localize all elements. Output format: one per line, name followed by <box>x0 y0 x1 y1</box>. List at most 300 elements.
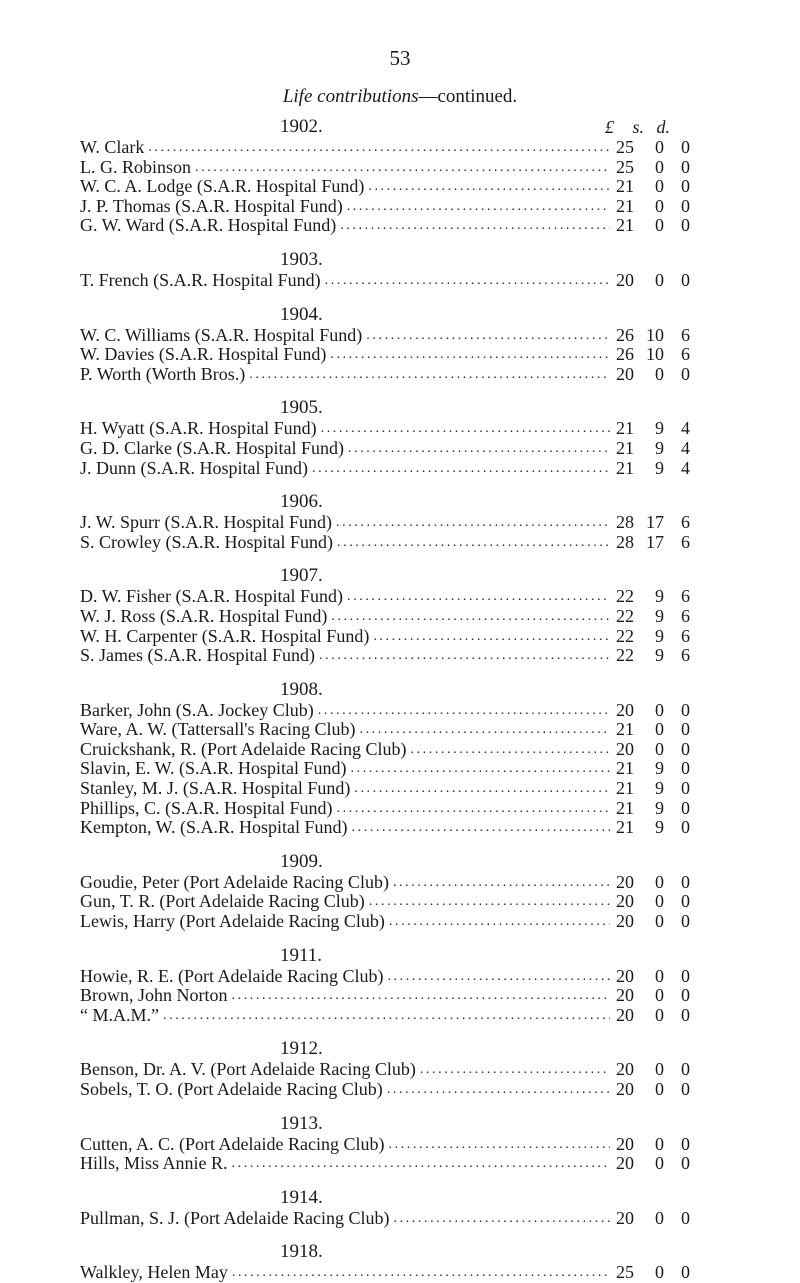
amount-pence: 4 <box>681 457 690 478</box>
shillings-header: s. <box>632 117 644 137</box>
contributor-name: L. G. Robinson <box>80 157 192 177</box>
section-gap <box>80 1228 720 1241</box>
amount-pounds: 21 <box>616 797 634 818</box>
contribution-row <box>80 627 720 647</box>
amount-shillings: 0 <box>655 269 664 290</box>
section-gap <box>80 838 720 851</box>
contributor-cell <box>80 986 610 1006</box>
contribution-row <box>80 1154 720 1174</box>
amount-shillings: 0 <box>655 891 664 912</box>
amount-pounds: 22 <box>616 586 634 607</box>
year-heading-row <box>80 304 720 326</box>
heading-title: Life contributions <box>282 86 419 107</box>
contributor-cell <box>80 271 610 291</box>
amount-pence: 0 <box>681 269 690 290</box>
contributor-cell <box>80 720 610 740</box>
contributor-name: Gun, T. R. (Port Adelaide Racing Club) <box>80 892 365 912</box>
contribution-row <box>80 720 720 740</box>
contributor-cell <box>80 197 610 217</box>
year-heading-row <box>80 1038 720 1060</box>
amount-shillings: 0 <box>655 176 664 197</box>
amount-pence: 0 <box>681 156 690 177</box>
dot-leader <box>368 177 610 197</box>
amount-pounds: 20 <box>616 363 634 384</box>
amount-pounds: 28 <box>616 512 634 533</box>
contribution-row <box>80 799 720 819</box>
contributor-name: Walkley, Helen May <box>80 1263 228 1283</box>
contributor-cell <box>80 158 610 178</box>
contributor-name: Goudie, Peter (Port Adelaide Racing Club) <box>80 872 389 892</box>
year-heading-row <box>80 491 720 513</box>
contributor-cell <box>80 967 610 987</box>
amount-pence: 6 <box>681 586 690 607</box>
amount-pence: 4 <box>681 437 690 458</box>
pounds-header: £ <box>605 117 614 137</box>
contributor-name: S. Crowley (S.A.R. Hospital Fund) <box>80 532 334 552</box>
contribution-row <box>80 967 720 987</box>
amount-pounds: 20 <box>616 891 634 912</box>
amount-pounds: 20 <box>616 1153 634 1174</box>
year-heading: 1918. <box>280 1241 323 1263</box>
amount-pence: 0 <box>681 215 690 236</box>
year-heading-row <box>80 249 720 271</box>
dot-leader <box>387 967 610 987</box>
contributor-name: Phillips, C. (S.A.R. Hospital Fund) <box>80 798 333 818</box>
contributor-cell <box>80 216 610 236</box>
contribution-row <box>80 326 720 346</box>
dot-leader <box>336 513 610 533</box>
contribution-row <box>80 439 720 459</box>
amount-shillings: 0 <box>655 363 664 384</box>
contributor-cell <box>80 1080 610 1100</box>
amount-pence: 0 <box>681 778 690 799</box>
contribution-row <box>80 1263 720 1283</box>
amount-shillings: 0 <box>655 195 664 216</box>
amount-pounds: 25 <box>616 137 634 157</box>
contributor-name: Ware, A. W. (Tattersall's Racing Club) <box>80 720 356 740</box>
section-gap <box>80 384 720 397</box>
contribution-row <box>80 197 720 217</box>
contributor-cell <box>80 345 610 365</box>
dot-leader <box>347 197 610 217</box>
contributor-cell <box>80 326 610 346</box>
dot-leader <box>331 607 610 627</box>
amount-shillings: 17 <box>646 531 664 552</box>
pence-header: d. <box>656 117 670 137</box>
contribution-row <box>80 138 720 158</box>
dot-leader <box>373 627 610 647</box>
year-heading-row <box>80 679 720 701</box>
amount-pence: 0 <box>681 911 690 932</box>
contributor-name: Slavin, E. W. (S.A.R. Hospital Fund) <box>80 759 347 779</box>
amount-shillings: 0 <box>655 985 664 1006</box>
year-heading: 1908. <box>280 678 323 700</box>
dot-leader <box>389 912 610 932</box>
amount-pence: 0 <box>681 985 690 1006</box>
contribution-row <box>80 158 720 178</box>
heading-suffix: —continued. <box>418 86 518 107</box>
dot-leader <box>351 759 610 779</box>
contribution-row <box>80 646 720 666</box>
dot-leader <box>232 1263 610 1283</box>
contributor-name: Brown, John Norton <box>80 986 228 1006</box>
amount-pence: 0 <box>681 195 690 216</box>
amount-pence: 0 <box>681 758 690 779</box>
contribution-row <box>80 365 720 385</box>
amount-shillings: 10 <box>646 324 664 345</box>
amount-shillings: 0 <box>655 1004 664 1025</box>
amount-shillings: 0 <box>655 719 664 740</box>
contributor-cell <box>80 587 610 607</box>
year-heading: 1904. <box>280 303 323 325</box>
contributor-cell <box>80 1006 610 1026</box>
dot-leader <box>330 345 610 365</box>
dot-leader <box>148 138 610 158</box>
contribution-row <box>80 1006 720 1026</box>
contributor-name: Sobels, T. O. (Port Adelaide Racing Club) <box>80 1080 383 1099</box>
contributor-name: Hills, Miss Annie R. <box>80 1154 228 1174</box>
year-heading: 1909. <box>280 850 323 872</box>
amount-pence: 0 <box>681 176 690 197</box>
contributor-cell <box>80 365 610 385</box>
amount-pence: 6 <box>681 344 690 365</box>
amount-shillings: 9 <box>655 605 664 626</box>
amount-pence: 6 <box>681 531 690 552</box>
contribution-row <box>80 459 720 479</box>
contributor-cell <box>80 873 610 893</box>
contributor-cell <box>80 459 610 479</box>
contributor-cell <box>80 1263 610 1283</box>
contributor-name: W. H. Carpenter (S.A.R. Hospital Fund) <box>80 626 370 646</box>
contributor-name: W. J. Ross (S.A.R. Hospital Fund) <box>80 606 328 626</box>
year-heading-row <box>80 1187 720 1209</box>
contribution-row <box>80 533 720 553</box>
contributor-name: J. Dunn (S.A.R. Hospital Fund) <box>80 458 309 478</box>
year-heading-row <box>80 397 720 419</box>
contribution-row <box>80 345 720 365</box>
contributor-cell <box>80 439 610 459</box>
amount-pounds: 20 <box>616 269 634 290</box>
amount-pounds: 21 <box>616 437 634 458</box>
dot-leader <box>348 439 610 459</box>
amount-pounds: 22 <box>616 645 634 666</box>
contribution-row <box>80 271 720 291</box>
amount-pence: 0 <box>681 1207 690 1228</box>
contributor-name: G. W. Ward (S.A.R. Hospital Fund) <box>80 216 337 236</box>
amount-shillings: 0 <box>655 1059 664 1080</box>
amount-shillings: 0 <box>655 156 664 177</box>
amount-shillings: 0 <box>655 137 664 157</box>
dot-leader <box>195 158 610 178</box>
contributor-cell <box>80 646 610 666</box>
contributor-cell <box>80 533 610 553</box>
amount-pounds: 20 <box>616 699 634 720</box>
amount-pence: 0 <box>681 1059 690 1080</box>
dot-leader <box>410 740 610 760</box>
amount-shillings: 9 <box>655 418 664 439</box>
amount-pence: 0 <box>681 871 690 892</box>
amount-pence: 0 <box>681 1262 690 1283</box>
amount-pence: 4 <box>681 418 690 439</box>
contribution-row <box>80 779 720 799</box>
dot-leader <box>321 419 610 439</box>
contributor-cell <box>80 1154 610 1174</box>
dot-leader <box>232 986 611 1006</box>
amount-pounds: 20 <box>616 1207 634 1228</box>
amount-pounds: 21 <box>616 778 634 799</box>
amount-pence: 0 <box>681 891 690 912</box>
contribution-row <box>80 607 720 627</box>
amount-shillings: 9 <box>655 758 664 779</box>
amount-pence: 0 <box>681 1004 690 1025</box>
contributor-name: Pullman, S. J. (Port Adelaide Racing Club) <box>80 1208 390 1228</box>
amount-pounds: 20 <box>616 738 634 759</box>
contributor-name: Barker, John (S.A. Jockey Club) <box>80 700 314 720</box>
dot-leader <box>369 892 610 912</box>
year-heading-row <box>80 945 720 967</box>
contribution-row <box>80 1080 720 1100</box>
amount-shillings: 9 <box>655 586 664 607</box>
dot-leader <box>319 646 610 666</box>
contribution-row <box>80 986 720 1006</box>
amount-shillings: 9 <box>655 817 664 838</box>
amount-pounds: 21 <box>616 758 634 779</box>
dot-leader <box>366 326 610 346</box>
contributor-name: T. French (S.A.R. Hospital Fund) <box>80 270 321 290</box>
amount-pence: 0 <box>681 1079 690 1099</box>
year-heading: 1913. <box>280 1112 323 1134</box>
amount-pounds: 21 <box>616 215 634 236</box>
contribution-row <box>80 216 720 236</box>
contributor-name: Howie, R. E. (Port Adelaide Racing Club) <box>80 966 384 986</box>
amount-pence: 0 <box>681 1133 690 1154</box>
dot-leader <box>393 873 610 893</box>
contributor-cell <box>80 1060 610 1080</box>
contributor-cell <box>80 627 610 647</box>
contribution-row <box>80 701 720 721</box>
amount-shillings: 17 <box>646 512 664 533</box>
contributor-name: Stanley, M. J. (S.A.R. Hospital Fund) <box>80 779 351 799</box>
year-heading-row <box>80 1241 720 1263</box>
year-heading: 1905. <box>280 397 323 419</box>
section-gap <box>80 236 720 249</box>
contributor-cell <box>80 740 610 760</box>
contributor-name: S. James (S.A.R. Hospital Fund) <box>80 646 316 666</box>
amount-shillings: 0 <box>655 1207 664 1228</box>
amount-pounds: 20 <box>616 1133 634 1154</box>
amount-pence: 6 <box>681 512 690 533</box>
amount-pence: 0 <box>681 363 690 384</box>
dot-leader <box>337 799 610 819</box>
contribution-row <box>80 1135 720 1155</box>
contributor-cell <box>80 779 610 799</box>
contributor-cell <box>80 892 610 912</box>
section-gap <box>80 291 720 304</box>
year-heading: 1911. <box>280 944 323 966</box>
contributor-cell <box>80 912 610 932</box>
contribution-row <box>80 177 720 197</box>
amount-pounds: 20 <box>616 965 634 986</box>
contributor-name: D. W. Fisher (S.A.R. Hospital Fund) <box>80 587 344 607</box>
amount-pounds: 21 <box>616 195 634 216</box>
contributor-name: H. Wyatt (S.A.R. Hospital Fund) <box>80 419 317 439</box>
amount-pounds: 21 <box>616 176 634 197</box>
section-heading <box>80 86 720 108</box>
year-heading-row <box>80 565 720 587</box>
dot-leader <box>387 1080 610 1100</box>
year-heading: 1912. <box>280 1038 323 1060</box>
amount-shillings: 0 <box>655 911 664 932</box>
contributor-name: Benson, Dr. A. V. (Port Adelaide Racing Club) <box>80 1060 416 1080</box>
amount-pounds: 20 <box>616 1004 634 1025</box>
contributor-cell <box>80 419 610 439</box>
contribution-row <box>80 1209 720 1229</box>
amount-pence: 0 <box>681 817 690 838</box>
year-heading-row <box>80 851 720 873</box>
amount-pounds: 22 <box>616 605 634 626</box>
contribution-row <box>80 759 720 779</box>
amount-pounds: 20 <box>616 911 634 932</box>
amount-shillings: 9 <box>655 437 664 458</box>
year-heading: 1902. <box>280 116 323 137</box>
amount-pence: 0 <box>681 699 690 720</box>
amount-pounds: 21 <box>616 457 634 478</box>
amount-pence: 0 <box>681 137 690 157</box>
contribution-row <box>80 1060 720 1080</box>
dot-leader <box>232 1154 610 1174</box>
contributor-name: Kempton, W. (S.A.R. Hospital Fund) <box>80 818 348 838</box>
contributor-cell <box>80 759 610 779</box>
amount-pounds: 26 <box>616 344 634 365</box>
contributor-cell <box>80 818 610 838</box>
amount-pence: 0 <box>681 1153 690 1174</box>
amount-pence: 0 <box>681 797 690 818</box>
amount-pounds: 25 <box>616 1262 634 1283</box>
amount-pence: 0 <box>681 719 690 740</box>
contributor-name: W. C. Williams (S.A.R. Hospital Fund) <box>80 325 363 345</box>
amount-pounds: 20 <box>616 985 634 1006</box>
contributor-cell <box>80 513 610 533</box>
amount-shillings: 0 <box>655 871 664 892</box>
amount-pounds: 25 <box>616 156 634 177</box>
amount-shillings: 0 <box>655 965 664 986</box>
amount-pounds: 20 <box>616 1079 634 1099</box>
section-gap <box>80 666 720 679</box>
section-gap <box>80 1025 720 1038</box>
amount-pounds: 21 <box>616 719 634 740</box>
amount-shillings: 9 <box>655 797 664 818</box>
year-heading: 1903. <box>280 248 323 270</box>
contributor-name: W. Clark <box>80 138 145 157</box>
dot-leader <box>249 365 610 385</box>
amount-shillings: 0 <box>655 1133 664 1154</box>
contributor-name: J. W. Spurr (S.A.R. Hospital Fund) <box>80 513 333 533</box>
amount-pence: 0 <box>681 738 690 759</box>
amount-shillings: 9 <box>655 778 664 799</box>
dot-leader <box>420 1060 610 1080</box>
contribution-row <box>80 419 720 439</box>
dot-leader <box>393 1209 610 1229</box>
contributor-name: Lewis, Harry (Port Adelaide Racing Club) <box>80 912 385 932</box>
amount-pence: 0 <box>681 965 690 986</box>
dot-leader <box>354 779 610 799</box>
amount-pence: 6 <box>681 605 690 626</box>
amount-shillings: 0 <box>655 1153 664 1174</box>
amount-pence: 6 <box>681 645 690 666</box>
amount-pounds: 28 <box>616 531 634 552</box>
contributor-name: W. C. A. Lodge (S.A.R. Hospital Fund) <box>80 177 365 197</box>
amount-pounds: 20 <box>616 1059 634 1080</box>
contributor-cell <box>80 799 610 819</box>
section-gap <box>80 932 720 945</box>
dot-leader <box>312 459 610 479</box>
year-heading-row <box>80 1113 720 1135</box>
contributor-name: G. D. Clarke (S.A.R. Hospital Fund) <box>80 438 344 458</box>
amount-shillings: 9 <box>655 645 664 666</box>
amount-shillings: 9 <box>655 625 664 646</box>
section-gap <box>80 552 720 565</box>
dot-leader <box>163 1006 610 1026</box>
amount-pounds: 26 <box>616 324 634 345</box>
dot-leader <box>352 818 610 838</box>
contribution-row <box>80 818 720 838</box>
contributor-cell <box>80 177 610 197</box>
dot-leader <box>347 587 610 607</box>
contributor-name: J. P. Thomas (S.A.R. Hospital Fund) <box>80 196 343 216</box>
contribution-row <box>80 912 720 932</box>
amount-pence: 6 <box>681 625 690 646</box>
contributor-name: W. Davies (S.A.R. Hospital Fund) <box>80 345 327 365</box>
contributor-name: “ M.A.M.” <box>80 1005 159 1025</box>
contribution-row <box>80 873 720 893</box>
contributor-cell <box>80 701 610 721</box>
contributor-cell <box>80 607 610 627</box>
dot-leader <box>318 701 610 721</box>
section-gap <box>80 478 720 491</box>
amount-shillings: 0 <box>655 1079 664 1099</box>
year-heading: 1914. <box>280 1186 323 1208</box>
year-heading-row <box>80 116 720 138</box>
amount-shillings: 0 <box>655 1262 664 1283</box>
amount-shillings: 0 <box>655 215 664 236</box>
contributor-cell <box>80 1135 610 1155</box>
contributor-name: Cutten, A. C. (Port Adelaide Racing Club) <box>80 1134 385 1154</box>
amount-pounds: 22 <box>616 625 634 646</box>
contribution-row <box>80 740 720 760</box>
section-gap <box>80 1174 720 1187</box>
contribution-row <box>80 587 720 607</box>
dot-leader <box>340 216 610 236</box>
contribution-row <box>80 513 720 533</box>
contributor-name: Cruickshank, R. (Port Adelaide Racing Club) <box>80 739 407 759</box>
year-heading: 1907. <box>280 565 323 587</box>
amount-shillings: 10 <box>646 344 664 365</box>
amount-pounds: 21 <box>616 817 634 838</box>
year-heading: 1906. <box>280 491 323 513</box>
contributor-name: P. Worth (Worth Bros.) <box>80 364 246 384</box>
dot-leader <box>325 271 610 291</box>
amount-shillings: 0 <box>655 699 664 720</box>
contributor-cell <box>80 138 610 158</box>
contributions-list <box>80 116 720 1283</box>
dot-leader <box>337 533 610 553</box>
dot-leader <box>388 1135 610 1155</box>
amount-pence: 6 <box>681 324 690 345</box>
amount-pounds: 21 <box>616 418 634 439</box>
amount-shillings: 9 <box>655 457 664 478</box>
page-number: 53 <box>389 46 411 70</box>
section-gap <box>80 1100 720 1113</box>
